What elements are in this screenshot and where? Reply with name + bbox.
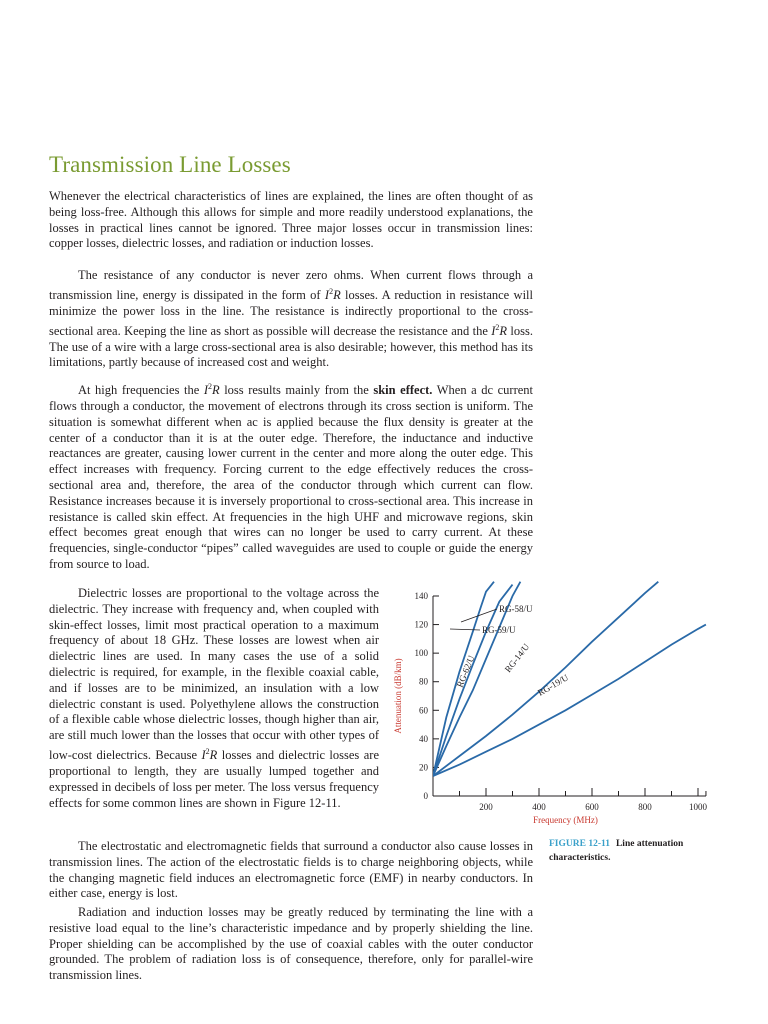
leader-line <box>450 629 480 630</box>
text-run: The resistance of any conductor is never zero ohms. When current flows through a transmission line, energy is dissipated in the form of <box>49 268 533 302</box>
y-tick-label: 80 <box>419 676 428 687</box>
series-label: RG-19/U <box>536 672 571 698</box>
x-tick-label: 1000 <box>689 802 707 812</box>
formula-exponent: 2 <box>208 382 212 391</box>
paragraph-fields: The electrostatic and electromagnetic fields that surround a conductor also cause losses in transmission lines. The action of the electrostatic fields is to charge neighboring objects, while the changing magnetic field induces an electromagnetic force (EMF) in nearby conductors. In either case, energy is lost. <box>49 839 533 901</box>
figure-label: FIGURE 12-11 <box>549 839 610 849</box>
y-tick-label: 60 <box>419 705 428 716</box>
paragraph-dielectric <box>49 586 379 811</box>
formula-current-symbol: I <box>491 323 496 338</box>
paragraph-radiation: Radiation and induction losses may be greatly reduced by terminating the line with a resistive load equal to the line’s characteristic impedance and by properly shielding the line. Proper shielding can be accomplished by the use of coaxial cables with the outer conductor grounded. The problem of radiation loss is of consequence, therefore, only for parallel-wire transmission lines. <box>49 905 533 983</box>
formula-exponent: 2 <box>495 322 500 332</box>
text-run: losses and dielectric losses are proportional to length, they are usually lumped together and expressed in decibels of loss per meter. The loss versus frequency effects for some common lines are shown in Figure 12-11. <box>49 748 379 810</box>
paragraph-intro: Whenever the electrical characteristics of lines are explained, the lines are often thought of as being loss-free. Although this allows for simple and more readily understood explanations, the losses in practical lines cannot be ignored. Three major losses occur in transmission lines: copper losses, dielectric losses, and radiation or induction losses. <box>49 189 533 251</box>
y-tick-label: 0 <box>423 791 428 801</box>
y-tick-label: 140 <box>414 591 428 601</box>
formula-exponent: 2 <box>205 746 210 756</box>
series-line <box>433 625 706 776</box>
text-run: When a dc current flows through a conductor, the movement of electrons through its cross section is uniform. The situation is somewhat different when ac is applied because the flux density is greater at the center of a conductor than it is at the outer edge. Therefore, the inductance and inductive reactances are greater, causing lower current in the center and more along the outer edge. This effect increases with frequency. Forcing current to the edge effectively reduces the cross-sectional area and, therefore, the area of the conductor through which current can flow. Resistance increases because it is inversely proportional to cross-sectional area. This increase in resistance is called skin effect. At frequencies in the high UHF and microwave regions, skin effect becomes great enough that wires can no longer be used to carry current. At these frequencies, single-conductor “pipes” called waveguides are used to couple or guide the energy from source to load. <box>49 383 534 571</box>
i2r-formula <box>201 748 217 762</box>
y-tick-label: 40 <box>419 733 428 744</box>
x-tick-label: 200 <box>479 802 493 812</box>
formula-exponent: 2 <box>329 286 334 296</box>
figure-caption <box>549 837 709 865</box>
formula-resistance-symbol: R <box>212 383 220 398</box>
paragraph-skin-effect <box>49 379 533 573</box>
series-label: RG-59/U <box>482 625 516 635</box>
series-label: RG-14/U <box>502 641 532 675</box>
formula-resistance-symbol: R <box>209 748 218 763</box>
formula-current-symbol: I <box>201 748 206 763</box>
x-tick-label: 400 <box>532 802 546 812</box>
x-axis-label: Frequency (MHz) <box>533 815 598 825</box>
section-heading: Transmission Line Losses <box>49 152 291 177</box>
attenuation-chart <box>390 580 710 830</box>
formula-current-symbol: I <box>203 383 208 398</box>
formula-resistance-symbol: R <box>499 323 508 338</box>
x-tick-label: 600 <box>585 802 599 812</box>
text-run: losses. A reduction in resistance will minimize the power loss in the line. The resistance is indirectly proportional to the cross-sectional area. Keeping the line as short as possible will decrease the resistance and the <box>49 287 533 338</box>
y-tick-label: 100 <box>414 648 428 659</box>
text-run: At high frequencies the <box>78 383 204 398</box>
series-label: RG-62/U <box>454 653 477 689</box>
formula-resistance-symbol: R <box>333 287 341 302</box>
x-tick-label: 800 <box>638 802 652 812</box>
text-run: loss results mainly from the <box>219 383 374 398</box>
formula-current-symbol: I <box>324 287 330 302</box>
figure-caption-text: Line attenuation characteristics. <box>549 839 684 863</box>
i2r-formula <box>491 324 507 338</box>
text-run: loss. The use of a wire with a large cross-sectional area is also desirable; however, this method has its limitations, partly because of increased cost and weight. <box>49 323 533 370</box>
i2r-formula <box>204 383 220 397</box>
y-axis-label: Attenuation (dB/km) <box>393 658 403 734</box>
paragraph-resistance <box>49 268 533 371</box>
text-run: Dielectric losses are proportional to the voltage across the dielectric. They increase with frequency and, when coupled with skin-effect losses, limit most practical operation to a maximum frequency of about 18 GHz. These losses are lowest when air dielectric lines are used. In many cases the use of a solid dielectric is required, for example, in the flexible coaxial cable, and if losses are to be minimized, an insulation with a low dielectric constant is used. Polyethylene allows the construction of a flexible cable whose dielectric losses, though higher than air, are still much lower than the losses that occur with other types of low-cost dielectrics. Because <box>49 586 379 763</box>
i2r-formula <box>325 288 341 302</box>
y-tick-label: 120 <box>414 619 428 630</box>
y-tick-label: 20 <box>419 762 428 773</box>
series-label: RG-58/U <box>499 604 533 614</box>
skin-effect-term: skin effect. <box>373 383 433 398</box>
